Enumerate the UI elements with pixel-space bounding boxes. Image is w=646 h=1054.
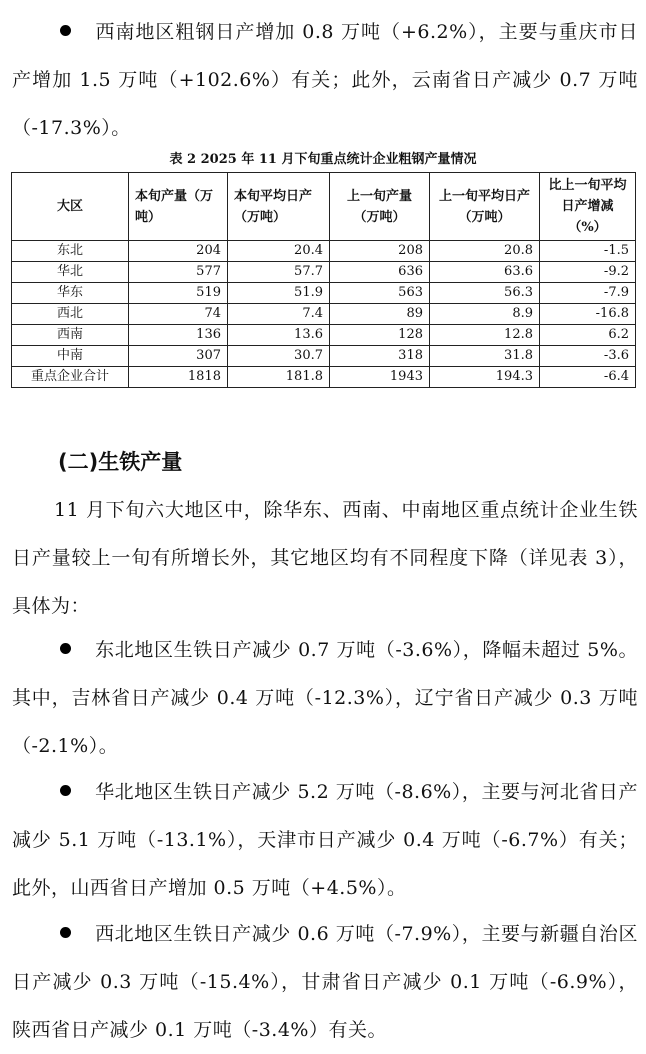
- col-header-daily: 本旬平均日产（万吨）: [228, 173, 330, 241]
- cell-prev-output: 208: [330, 241, 430, 262]
- cell-daily: 30.7: [228, 346, 330, 367]
- bullet-text: 西北地区生铁日产减少 0.6 万吨（-7.9%），主要与新疆自治区日产减少 0.3 万吨（-15.4%），甘肃省日产减少 0.1 万吨（-6.9%），陕西省日产减少 0.1 万吨（-3.4%）有关。: [12, 923, 638, 1041]
- cell-prev-output: 563: [330, 283, 430, 304]
- table-row: [12, 346, 636, 367]
- cell-output: 519: [129, 283, 228, 304]
- col-header-change: 比上一旬平均日产增减（%）: [540, 173, 636, 241]
- cell-daily: 7.4: [228, 304, 330, 325]
- cell-prev-output: 636: [330, 262, 430, 283]
- col-header-prev-output: 上一旬产量（万吨）: [330, 173, 430, 241]
- cell-output: 577: [129, 262, 228, 283]
- table-caption: 表 2 2025 年 11 月下旬重点统计企业粗钢产量情况: [169, 152, 477, 167]
- cell-region: 重点企业合计: [12, 367, 129, 388]
- cell-output: 136: [129, 325, 228, 346]
- table-total-row: [12, 367, 636, 388]
- cell-prev-daily: 63.6: [430, 262, 540, 283]
- cell-prev-output: 318: [330, 346, 430, 367]
- bullet-dot-icon: [60, 25, 71, 36]
- cell-change: -3.6: [540, 346, 636, 367]
- cell-prev-daily: 12.8: [430, 325, 540, 346]
- cell-change: -16.8: [540, 304, 636, 325]
- table-row: [12, 283, 636, 304]
- cell-change: -1.5: [540, 241, 636, 262]
- table-row: [12, 262, 636, 283]
- cell-prev-daily: 56.3: [430, 283, 540, 304]
- cell-region: 华东: [12, 283, 129, 304]
- cell-output: 204: [129, 241, 228, 262]
- cell-prev-output: 128: [330, 325, 430, 346]
- cell-prev-output: 89: [330, 304, 430, 325]
- table-row: [12, 325, 636, 346]
- cell-prev-output: 1943: [330, 367, 430, 388]
- cell-change: -7.9: [540, 283, 636, 304]
- bullet-paragraph-northwest: [12, 910, 638, 1054]
- cell-region: 中南: [12, 346, 129, 367]
- bullet-paragraph-north: [12, 768, 638, 912]
- section-intro-paragraph: [12, 486, 638, 630]
- cell-change: -9.2: [540, 262, 636, 283]
- cell-region: 东北: [12, 241, 129, 262]
- cell-change: 6.2: [540, 325, 636, 346]
- table-row: [12, 304, 636, 325]
- cell-region: 西南: [12, 325, 129, 346]
- bullet-text: 东北地区生铁日产减少 0.7 万吨（-3.6%），降幅未超过 5%。其中，吉林省日产减少 0.4 万吨（-12.3%），辽宁省日产减少 0.3 万吨（-2.1%）。: [12, 639, 638, 757]
- cell-daily: 13.6: [228, 325, 330, 346]
- cell-output: 1818: [129, 367, 228, 388]
- table-header-row: [12, 173, 636, 241]
- cell-output: 307: [129, 346, 228, 367]
- intro-bullet-paragraph: [12, 8, 638, 152]
- cell-prev-daily: 31.8: [430, 346, 540, 367]
- bullet-dot-icon: [60, 643, 71, 654]
- steel-output-table: [11, 172, 636, 388]
- bullet-text: 华北地区生铁日产减少 5.2 万吨（-8.6%），主要与河北省日产减少 5.1 万吨（-13.1%），天津市日产减少 0.4 万吨（-6.7%）有关；此外，山西省日产增加 0.5 万吨（+4.5%）。: [12, 781, 638, 899]
- cell-output: 74: [129, 304, 228, 325]
- bullet-paragraph-northeast: [12, 626, 638, 770]
- intro-bullet-text: 西南地区粗钢日产增加 0.8 万吨（+6.2%），主要与重庆市日产增加 1.5 万吨（+102.6%）有关；此外，云南省日产减少 0.7 万吨（-17.3%）。: [12, 21, 638, 139]
- col-header-output: 本旬产量（万吨）: [129, 173, 228, 241]
- cell-prev-daily: 194.3: [430, 367, 540, 388]
- cell-change: -6.4: [540, 367, 636, 388]
- section-intro-text: 11 月下旬六大地区中，除华东、西南、中南地区重点统计企业生铁日产量较上一旬有所增长外，其它地区均有不同程度下降（详见表 3），具体为：: [12, 499, 638, 617]
- cell-prev-daily: 8.9: [430, 304, 540, 325]
- bullet-dot-icon: [60, 927, 71, 938]
- cell-daily: 181.8: [228, 367, 330, 388]
- section-heading: (二)生铁产量: [58, 450, 183, 474]
- table-row: [12, 241, 636, 262]
- col-header-region: 大区: [12, 173, 129, 241]
- cell-daily: 20.4: [228, 241, 330, 262]
- cell-daily: 57.7: [228, 262, 330, 283]
- cell-region: 西北: [12, 304, 129, 325]
- cell-region: 华北: [12, 262, 129, 283]
- bullet-dot-icon: [60, 785, 71, 796]
- col-header-prev-daily: 上一旬平均日产（万吨）: [430, 173, 540, 241]
- cell-daily: 51.9: [228, 283, 330, 304]
- cell-prev-daily: 20.8: [430, 241, 540, 262]
